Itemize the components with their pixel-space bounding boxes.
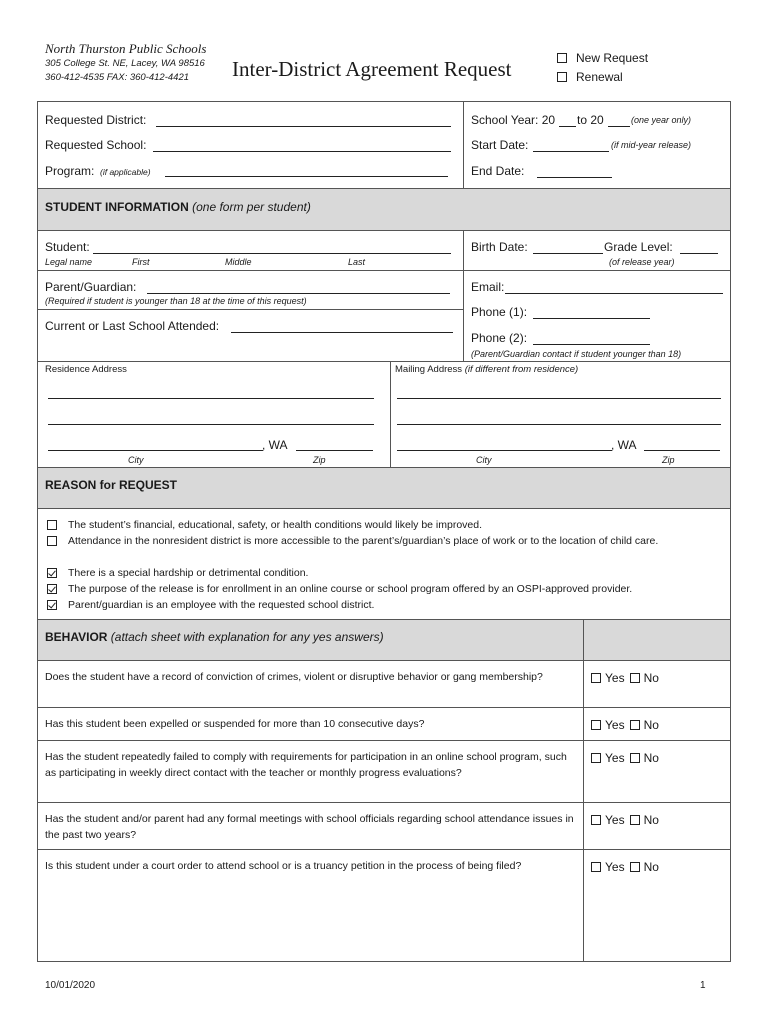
grade-level-field[interactable]	[680, 253, 718, 254]
start-date-note: (if mid-year release)	[611, 140, 692, 150]
phone-2-field[interactable]	[533, 344, 650, 345]
grade-note: (of release year)	[609, 257, 675, 267]
divider	[37, 508, 731, 509]
divider	[37, 361, 731, 362]
behavior-question: Is this student under a court order to attend school or is a truancy petition in the process of being filed?	[45, 860, 522, 872]
behavior-question: Does the student have a record of conviction of crimes, violent or disruptive behavior or gang membership?	[45, 671, 543, 683]
student-name-field[interactable]	[93, 253, 451, 254]
phone-1-field[interactable]	[533, 318, 650, 319]
phone-note: (Parent/Guardian contact if student younger than 18)	[471, 349, 682, 359]
current-school-label: Current or Last School Attended:	[45, 319, 220, 333]
column-divider	[390, 361, 391, 467]
behavior-answer[interactable]	[591, 860, 659, 874]
requested-district-field[interactable]	[156, 126, 451, 127]
revision-date: 10/01/2020	[45, 980, 96, 991]
reason-option[interactable]	[47, 600, 708, 613]
no-checkbox[interactable]	[630, 720, 640, 730]
legal-name-hint: Legal name	[45, 257, 93, 267]
yes-checkbox[interactable]	[591, 673, 601, 683]
divider	[37, 188, 731, 189]
divider	[37, 660, 731, 661]
behavior-answer[interactable]	[591, 718, 659, 732]
divider	[37, 467, 731, 468]
no-label: No	[643, 813, 659, 827]
reason-text: There is a special hardship or detrimental condition.	[68, 567, 309, 579]
behavior-answer[interactable]	[591, 671, 659, 685]
reason-option[interactable]	[47, 520, 708, 533]
reason-option[interactable]	[47, 584, 708, 597]
residence-city-hint: City	[128, 455, 144, 465]
divider	[37, 707, 731, 708]
yes-checkbox[interactable]	[591, 815, 601, 825]
last-name-hint: Last	[348, 257, 366, 267]
mailing-state: , WA	[611, 438, 637, 452]
reason-option[interactable]	[47, 536, 708, 549]
program-field[interactable]	[165, 176, 448, 177]
parent-guardian-field[interactable]	[147, 293, 450, 294]
no-checkbox[interactable]	[630, 815, 640, 825]
reason-text: Attendance in the nonresident district is more accessible to the parent’s/guardian’s place of work or to the location of child care.	[68, 535, 659, 547]
divider	[37, 619, 731, 620]
yes-label: Yes	[605, 860, 625, 874]
phone-1-label: Phone (1):	[471, 305, 528, 319]
column-divider	[463, 101, 464, 188]
residence-address-line-1[interactable]	[48, 398, 374, 399]
birth-date-field[interactable]	[533, 253, 603, 254]
yes-label: Yes	[605, 813, 625, 827]
mailing-zip-field[interactable]	[644, 450, 720, 451]
divider	[37, 740, 731, 741]
behavior-question: Has the student repeatedly failed to comply with requirements for participation in an online school program, such as participating in weekly direct contact with the teacher or monthly progress evaluations?	[45, 751, 567, 779]
school-year-label: School Year: 20	[471, 113, 556, 127]
divider	[37, 802, 731, 803]
yes-label: Yes	[605, 751, 625, 765]
school-year-to-label: to 20	[577, 113, 604, 127]
program-note: (if applicable)	[100, 167, 151, 177]
no-checkbox[interactable]	[630, 673, 640, 683]
behavior-heading: BEHAVIOR (attach sheet with explanation for any yes answers)	[45, 630, 384, 644]
parent-guardian-note: (Required if student is younger than 18 at the time of this request)	[45, 296, 307, 306]
reason-checkbox[interactable]	[47, 568, 57, 578]
column-divider	[463, 230, 464, 361]
middle-name-hint: Middle	[225, 257, 252, 267]
renewal-label: Renewal	[576, 70, 623, 84]
behavior-question: Has the student and/or parent had any formal meetings with school officials regarding school attendance issues in the past two years?	[45, 813, 574, 841]
student-label: Student:	[45, 240, 90, 254]
reason-checkbox[interactable]	[47, 584, 57, 594]
first-name-hint: First	[132, 257, 150, 267]
residence-zip-field[interactable]	[296, 450, 373, 451]
school-district-name: North Thurston Public Schools	[45, 41, 207, 56]
no-checkbox[interactable]	[630, 753, 640, 763]
mailing-address-line-2[interactable]	[397, 424, 721, 425]
requested-school-field[interactable]	[153, 151, 451, 152]
program-label: Program:	[45, 164, 95, 178]
yes-checkbox[interactable]	[591, 720, 601, 730]
residence-address-line-2[interactable]	[48, 424, 374, 425]
student-info-heading: STUDENT INFORMATION (one form per student)	[45, 200, 311, 214]
email-field[interactable]	[505, 293, 723, 294]
current-school-field[interactable]	[231, 332, 453, 333]
school-year-start-field[interactable]	[559, 126, 576, 127]
no-label: No	[643, 860, 659, 874]
district-phone-fax: 360-412-4535 FAX: 360-412-4421	[45, 72, 190, 83]
requested-school-label: Requested School:	[45, 138, 147, 152]
birth-date-label: Birth Date:	[471, 240, 528, 254]
mailing-address-line-1[interactable]	[397, 398, 721, 399]
reason-text: The student’s financial, educational, safety, or health conditions would likely be improved.	[68, 519, 483, 531]
reason-heading: REASON for REQUEST	[45, 478, 178, 492]
school-year-note: (one year only)	[631, 115, 692, 125]
divider	[37, 270, 731, 271]
residence-city-field[interactable]	[48, 450, 263, 451]
divider	[37, 849, 731, 850]
behavior-answer[interactable]	[591, 751, 659, 765]
page-number: 1	[700, 980, 706, 991]
form-title: Inter-District Agreement Request	[232, 57, 512, 81]
column-divider	[583, 619, 584, 962]
renewal-option[interactable]	[557, 70, 623, 84]
new-request-checkbox[interactable]	[557, 53, 567, 63]
divider	[37, 230, 731, 231]
behavior-heading-note: (attach sheet with explanation for any yes answers)	[110, 630, 384, 644]
reason-option[interactable]	[47, 568, 708, 581]
email-label: Email:	[471, 280, 505, 294]
phone-2-label: Phone (2):	[471, 331, 528, 345]
divider	[37, 309, 464, 310]
mailing-address-label: Mailing Address (if different from residence)	[395, 364, 579, 375]
new-request-option[interactable]	[557, 51, 648, 65]
yes-label: Yes	[605, 671, 625, 685]
mailing-city-field[interactable]	[397, 450, 612, 451]
yes-label: Yes	[605, 718, 625, 732]
new-request-label: New Request	[576, 51, 649, 65]
student-info-heading-note: (one form per student)	[192, 200, 311, 214]
reason-checkbox[interactable]	[47, 520, 57, 530]
mailing-address-note: (if different from residence)	[464, 364, 579, 375]
end-date-label: End Date:	[471, 164, 525, 178]
yes-checkbox[interactable]	[591, 753, 601, 763]
reason-checkbox[interactable]	[47, 600, 57, 610]
residence-address-label: Residence Address	[45, 364, 127, 375]
school-year-end-field[interactable]	[608, 126, 630, 127]
residence-state: , WA	[262, 438, 288, 452]
behavior-answer[interactable]	[591, 813, 659, 827]
reason-text: The purpose of the release is for enrollment in an online course or school program offered by an OSPI-approved provider.	[68, 583, 633, 595]
district-address: 305 College St. NE, Lacey, WA 98516	[45, 58, 205, 69]
renewal-checkbox[interactable]	[557, 72, 567, 82]
residence-zip-hint: Zip	[313, 455, 326, 465]
no-checkbox[interactable]	[630, 862, 640, 872]
yes-checkbox[interactable]	[591, 862, 601, 872]
mailing-zip-hint: Zip	[662, 455, 675, 465]
start-date-label: Start Date:	[471, 138, 529, 152]
parent-guardian-label: Parent/Guardian:	[45, 280, 137, 294]
reason-text: Parent/guardian is an employee with the requested school district.	[68, 599, 375, 611]
grade-level-label: Grade Level:	[604, 240, 673, 254]
behavior-question: Has this student been expelled or suspended for more than 10 consecutive days?	[45, 718, 425, 730]
no-label: No	[643, 751, 659, 765]
no-label: No	[643, 718, 659, 732]
requested-district-label: Requested District:	[45, 113, 147, 127]
reason-checkbox[interactable]	[47, 536, 57, 546]
no-label: No	[643, 671, 659, 685]
mailing-city-hint: City	[476, 455, 492, 465]
start-date-field[interactable]	[533, 151, 609, 152]
end-date-field[interactable]	[537, 177, 612, 178]
